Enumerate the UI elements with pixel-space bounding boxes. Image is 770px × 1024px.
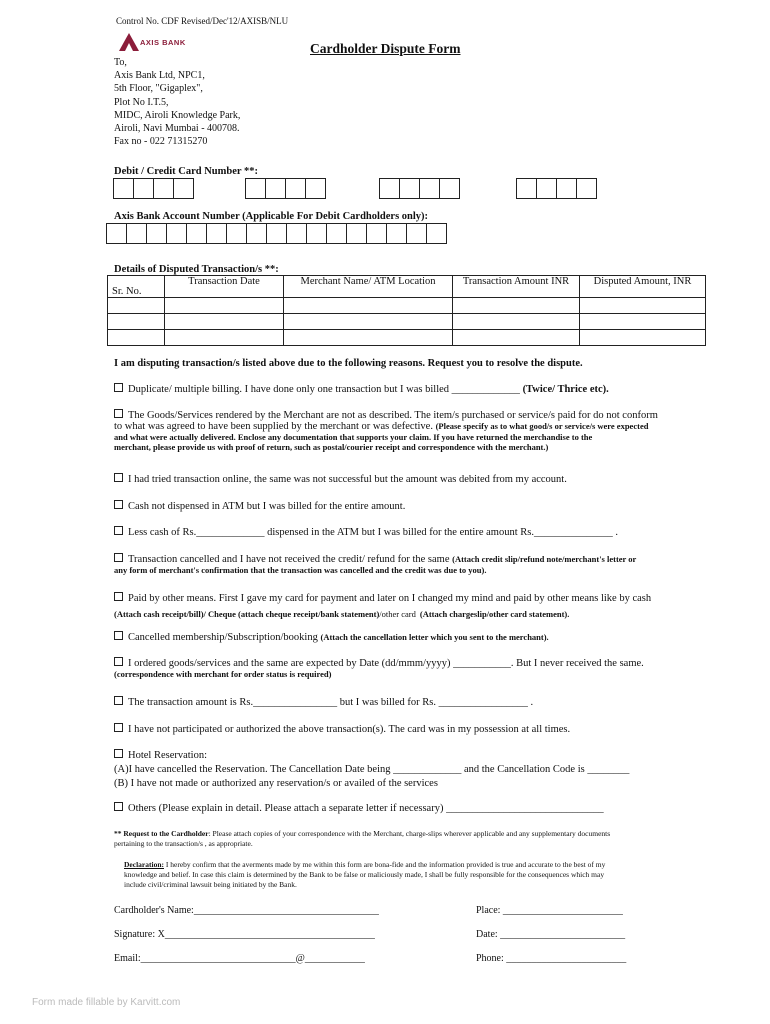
table-cell[interactable] — [284, 314, 453, 330]
digit-box[interactable] — [399, 178, 420, 199]
reason-text: I have not participated or authorized the above transaction(s). The card was in my possession at all times. — [128, 724, 571, 735]
table-row[interactable] — [108, 330, 706, 346]
digit-box[interactable] — [226, 223, 247, 244]
digit-box[interactable] — [265, 178, 286, 199]
digit-box[interactable] — [306, 223, 327, 244]
reason-note: (Attach the cancellation letter which you sent to the merchant). — [320, 632, 549, 642]
address-line: Airoli, Navi Mumbai - 400708. — [114, 123, 240, 135]
checkbox-icon[interactable] — [114, 749, 123, 758]
digit-box[interactable] — [326, 223, 347, 244]
column-header: Transaction Amount INR — [453, 276, 580, 298]
account-number-boxes[interactable] — [107, 223, 447, 244]
reason-less-cash[interactable] — [114, 526, 618, 538]
request-text: pertaining to the transaction/s , as appropriate. — [114, 839, 253, 848]
reason-note: (Twice/ Thrice etc). — [522, 384, 609, 395]
reasons-intro: I am disputing transaction/s listed above due to the following reasons. Request you to resolve the dispute. — [114, 358, 583, 369]
digit-box[interactable] — [113, 178, 134, 199]
digit-box[interactable] — [379, 178, 400, 199]
table-row[interactable] — [108, 298, 706, 314]
reason-text: I had tried transaction online, the same was not successful but the amount was debited from my account. — [128, 474, 567, 485]
card-number-group-3[interactable] — [380, 178, 460, 199]
address-line: MIDC, Airoli Knowledge Park, — [114, 109, 241, 121]
date-field[interactable]: Date: _________________________ — [476, 929, 626, 940]
table-cell[interactable] — [580, 330, 706, 346]
address-line: Axis Bank Ltd, NPC1, — [114, 70, 205, 82]
phone-field[interactable]: Phone: ________________________ — [476, 953, 627, 964]
checkbox-icon[interactable] — [114, 553, 123, 562]
footer-watermark: Form made fillable by Karvitt.com — [32, 997, 181, 1008]
digit-box[interactable] — [206, 223, 227, 244]
checkbox-icon[interactable] — [114, 473, 123, 482]
checkbox-icon[interactable] — [114, 631, 123, 640]
digit-box[interactable] — [106, 223, 127, 244]
digit-box[interactable] — [133, 178, 154, 199]
table-cell[interactable] — [165, 314, 284, 330]
digit-box[interactable] — [419, 178, 440, 199]
axis-logo-icon — [118, 32, 140, 52]
declaration — [124, 860, 605, 890]
reason-goods-not-described[interactable] — [114, 409, 724, 452]
digit-box[interactable] — [126, 223, 147, 244]
checkbox-icon[interactable] — [114, 723, 123, 732]
address-line: 5th Floor, "Gigaplex", — [114, 83, 203, 95]
reason-amount-mismatch[interactable] — [114, 696, 533, 708]
axis-bank-logo — [118, 32, 188, 52]
digit-box[interactable] — [516, 178, 537, 199]
table-cell[interactable] — [453, 314, 580, 330]
digit-box[interactable] — [146, 223, 167, 244]
reason-text: Paid by other means. First I gave my card for payment and later on I changed my mind and paid by other means like by cash — [128, 593, 652, 604]
declaration-text: I hereby confirm that the averments made by me within this form are bona-fide and the information provided is true and accurate to the best of my — [164, 860, 606, 869]
table-cell[interactable] — [108, 330, 165, 346]
reason-duplicate[interactable] — [114, 383, 609, 395]
digit-box[interactable] — [153, 178, 174, 199]
digit-box[interactable] — [166, 223, 187, 244]
card-number-label: Debit / Credit Card Number **: — [114, 166, 258, 177]
checkbox-icon[interactable] — [114, 696, 123, 705]
reason-note: merchant, please provide us with proof of return, such as postal/courier receipt and correspondence with the merchant.) — [114, 442, 549, 452]
table-row[interactable] — [108, 314, 706, 330]
table-cell[interactable] — [108, 314, 165, 330]
declaration-text: knowledge and belief. In case this claim is determined by the Bank to be false or maliciously made, I shall be fully responsible for the consequences which may — [124, 870, 605, 879]
declaration-label: Declaration: — [124, 860, 164, 869]
cardholder-request-note — [114, 829, 610, 849]
digit-box[interactable] — [245, 178, 266, 199]
reason-not-authorized[interactable] — [114, 723, 570, 735]
account-number-label: Axis Bank Account Number (Applicable For Debit Cardholders only): — [114, 211, 429, 222]
table-cell[interactable] — [165, 298, 284, 314]
bank-address — [114, 56, 240, 148]
reason-text: The transaction amount is Rs.________________ but I was billed for Rs. _________________ . — [128, 697, 534, 708]
cardholder-name-field[interactable]: Cardholder's Name:_____________________________________ — [114, 905, 379, 916]
table-cell[interactable] — [284, 330, 453, 346]
column-header: Sr. No. — [108, 276, 165, 298]
reason-text: Hotel Reservation: — [128, 750, 208, 761]
digit-box[interactable] — [173, 178, 194, 199]
reason-paid-other-means[interactable] — [114, 592, 651, 622]
checkbox-icon[interactable] — [114, 592, 123, 601]
reason-cancelled-membership[interactable] — [114, 631, 549, 643]
card-number-group-2[interactable] — [246, 178, 326, 199]
reason-note: (correspondence with merchant for order status is required) — [114, 669, 332, 679]
table-cell[interactable] — [108, 298, 165, 314]
reason-transaction-cancelled[interactable] — [114, 553, 636, 575]
reason-text: Cancelled membership/Subscription/booking — [128, 632, 318, 643]
digit-box[interactable] — [386, 223, 407, 244]
digit-box[interactable] — [286, 223, 307, 244]
reason-text: The Goods/Services rendered by the Merchant are not as described. The item/s purchased or service/s paid for do not conform — [128, 410, 658, 421]
checkbox-icon[interactable] — [114, 500, 123, 509]
reason-text: to what was agreed to have been supplied by the merchant or was defective. — [114, 421, 433, 432]
column-header: Transaction Date — [165, 276, 284, 298]
transactions-label: Details of Disputed Transaction/s **: — [114, 264, 279, 275]
logo-text: AXIS BANK — [140, 38, 186, 47]
reason-note: and what were actually delivered. Enclose any documentation that supports your claim. If you have returned the merchandise to the — [114, 432, 593, 442]
digit-box[interactable] — [576, 178, 597, 199]
reason-text: Others (Please explain in detail. Please attach a separate letter if necessary) ______________________________ — [128, 803, 604, 814]
digit-box[interactable] — [246, 223, 267, 244]
control-number: Control No. CDF Revised/Dec'12/AXISB/NLU — [116, 16, 289, 26]
reason-note: any form of merchant's confirmation that the transaction was cancelled and the credit was due to you). — [114, 565, 487, 575]
reason-text: Less cash of Rs._____________ dispensed in the ATM but I was billed for the entire amount Rs._______________ . — [128, 527, 618, 538]
reason-cash-not-dispensed[interactable] — [114, 500, 405, 512]
digit-box[interactable] — [266, 223, 287, 244]
reason-note: (Please specify as to what good/s or service/s were expected — [435, 421, 649, 431]
reason-note: /other card — [379, 609, 416, 619]
card-number-group-4[interactable] — [517, 178, 597, 199]
card-number-group-1[interactable] — [114, 178, 194, 199]
reason-online-failed[interactable] — [114, 473, 567, 485]
checkbox-icon[interactable] — [114, 409, 123, 418]
column-header: Disputed Amount, INR — [580, 276, 706, 298]
address-line: Fax no - 022 71315270 — [114, 136, 208, 148]
transactions-table — [107, 275, 706, 346]
address-line: Plot No I.T.5, — [114, 96, 169, 108]
digit-box[interactable] — [186, 223, 207, 244]
table-cell[interactable] — [165, 330, 284, 346]
reason-text: (B) I have not made or authorized any reservation/s or availed of the services — [114, 778, 438, 789]
reason-text: (A)I have cancelled the Reservation. The Cancellation Date being _____________ and the Cancellation Code is ________ — [114, 764, 630, 775]
request-label: ** Request to the Cardholder — [114, 829, 209, 838]
reason-goods-not-received[interactable] — [114, 657, 644, 679]
digit-box[interactable] — [406, 223, 427, 244]
reason-text: Cash not dispensed in ATM but I was billed for the entire amount. — [128, 501, 406, 512]
request-text: : Please attach copies of your correspondence with the Merchant, charge-slips wherever applicable and any supplementary documents — [208, 829, 611, 838]
checkbox-icon[interactable] — [114, 802, 123, 811]
digit-box[interactable] — [536, 178, 557, 199]
digit-box[interactable] — [366, 223, 387, 244]
reason-hotel-reservation[interactable] — [114, 749, 629, 791]
reason-text: Transaction cancelled and I have not received the credit/ refund for the same — [128, 554, 450, 565]
table-cell[interactable] — [453, 298, 580, 314]
checkbox-icon[interactable] — [114, 657, 123, 666]
table-cell[interactable] — [284, 298, 453, 314]
digit-box[interactable] — [346, 223, 367, 244]
digit-box[interactable] — [305, 178, 326, 199]
address-line: To, — [114, 57, 127, 68]
reason-text: I ordered goods/services and the same are expected by Date (dd/mmm/yyyy) ___________. But I never received the same. — [128, 658, 644, 669]
digit-box[interactable] — [439, 178, 460, 199]
column-header: Merchant Name/ ATM Location — [284, 276, 453, 298]
reason-others[interactable] — [114, 802, 604, 814]
table-header-row — [108, 276, 706, 298]
table-cell[interactable] — [580, 314, 706, 330]
digit-box[interactable] — [426, 223, 447, 244]
digit-box[interactable] — [285, 178, 306, 199]
table-cell[interactable] — [580, 298, 706, 314]
form-title: Cardholder Dispute Form — [310, 41, 461, 56]
signature-field[interactable]: Signature: X__________________________________________ — [114, 929, 375, 940]
place-field[interactable]: Place: ________________________ — [476, 905, 623, 916]
table-cell[interactable] — [453, 330, 580, 346]
declaration-text: include civil/criminal lawsuit being initiated by the Bank. — [124, 880, 297, 889]
digit-box[interactable] — [556, 178, 577, 199]
reason-text: Duplicate/ multiple billing. I have done only one transaction but I was billed _____________ — [128, 384, 520, 395]
email-field[interactable]: Email:_______________________________@____________ — [114, 953, 365, 964]
checkbox-icon[interactable] — [114, 526, 123, 535]
reason-note: (Attach cash receipt/bill)/ Cheque (attach cheque receipt/bank statement) — [114, 609, 380, 619]
reason-note: (Attach chargeslip/other card statement). — [419, 609, 570, 619]
checkbox-icon[interactable] — [114, 383, 123, 392]
reason-note: (Attach credit slip/refund note/merchant's letter or — [452, 554, 637, 564]
